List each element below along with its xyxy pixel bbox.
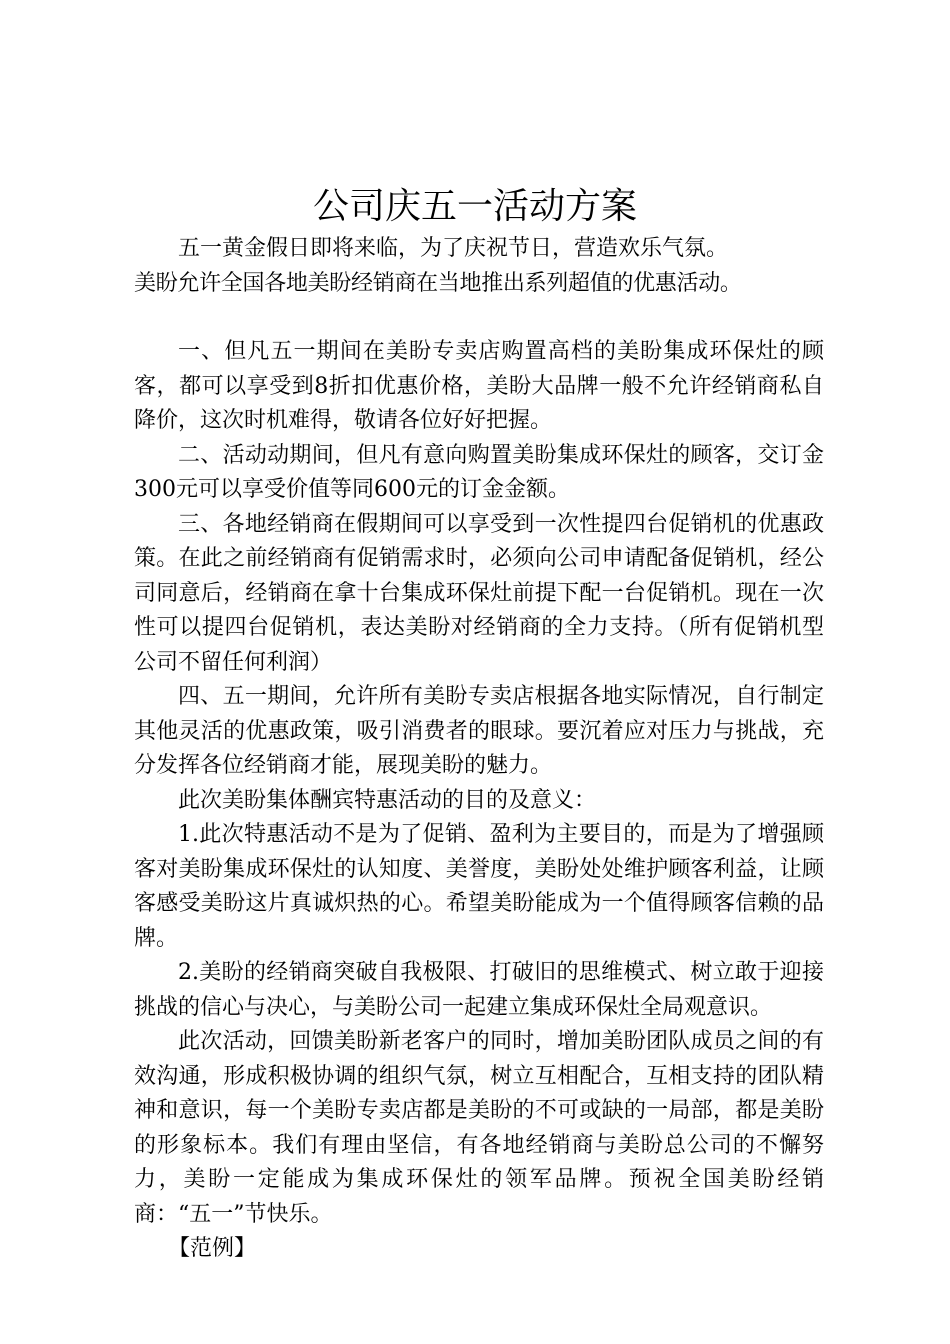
paragraph-spacer bbox=[134, 301, 824, 335]
paragraph-item-1: 一、但凡五一期间在美盼专卖店购置高档的美盼集成环保灶的顾客，都可以享受到8折扣优惠价格，美盼大品牌一般不允许经销商私自降价，这次时机难得，敬请各位好好把握。 bbox=[134, 339, 824, 433]
purpose-point-1: 1.此次特惠活动不是为了促销、盈利为主要目的，而是为了增强顾客对美盼集成环保灶的认知度、美誉度，美盼处处维护顾客利益，让顾客感受美盼这片真诚炽热的心。希望美盼能成为一个值得顾客信赖的品牌。 bbox=[134, 822, 824, 951]
intro-paragraph-continued: 美盼允许全国各地美盼经销商在当地推出系列超值的优惠活动。 bbox=[134, 270, 742, 296]
closing-paragraph: 此次活动，回馈美盼新老客户的同时，增加美盼团队成员之间的有效沟通，形成积极协调的组织气氛，树立互相配合，互相支持的团队精神和意识，每一个美盼专卖店都是美盼的不可或缺的一局部，都是美盼的形象标本。我们有理由坚信，有各地经销商与美盼总公司的不懈努力，美盼一定能成为集成环保灶的领军品牌。预祝全国美盼经销商：“五一”节快乐。 bbox=[134, 1029, 824, 1227]
document-body bbox=[134, 232, 824, 1267]
purpose-heading: 此次美盼集体酬宾特惠活动的目的及意义： bbox=[178, 787, 597, 813]
paragraph-item-3: 三、各地经销商在假期间可以享受到一次性提四台促销机的优惠政策。在此之前经销商有促销需求时，必须向公司申请配备促销机，经公司同意后，经销商在拿十台集成环保灶前提下配一台促销机。现在一次性可以提四台促销机，表达美盼对经销商的全力支持。（所有促销机型公司不留任何利润） bbox=[134, 511, 824, 675]
paragraph-item-4: 四、五一期间，允许所有美盼专卖店根据各地实际情况，自行制定其他灵活的优惠政策，吸引消费者的眼球。要沉着应对压力与挑战，充分发挥各位经销商才能，展现美盼的魅力。 bbox=[134, 684, 824, 778]
document-title: 公司庆五一活动方案 bbox=[312, 186, 637, 227]
intro-paragraph: 五一黄金假日即将来临，为了庆祝节日，营造欢乐气氛。 bbox=[178, 236, 729, 261]
paragraph-item-2: 二、活动动期间，但凡有意向购置美盼集成环保灶的顾客，交订金300元可以享受价值等同600元的订金金额。 bbox=[134, 442, 824, 502]
sample-label: 【范例】 bbox=[168, 1236, 257, 1261]
purpose-point-2: 2.美盼的经销商突破自我极限、打破旧的思维模式、树立敢于迎接挑战的信心与决心，与美盼公司一起建立集成环保灶全局观意识。 bbox=[134, 960, 824, 1020]
